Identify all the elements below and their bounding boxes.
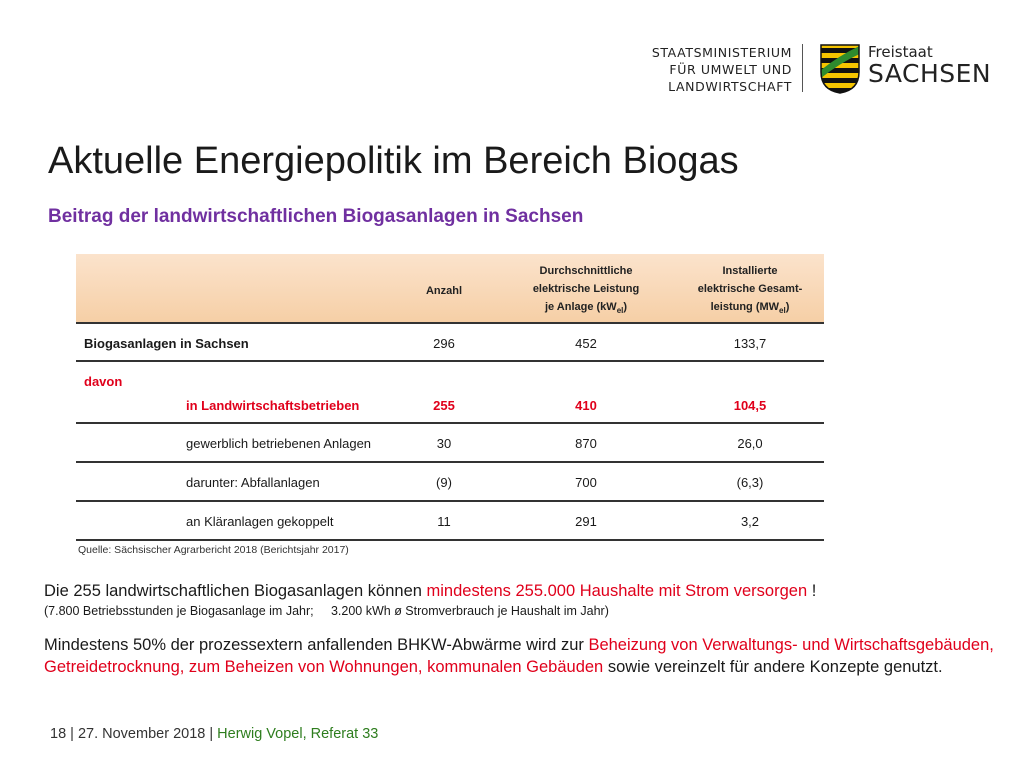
logo-divider (802, 44, 803, 92)
slide-footer (50, 726, 378, 742)
table-row: darunter: Abfallanlagen (9) 700 (6,3) (76, 463, 824, 502)
table-row: gewerblich betriebenen Anlagen 30 870 26,0 (76, 424, 824, 463)
ministry-line-2: FÜR UMWELT UND (669, 62, 792, 77)
paragraph-households-note: (7.800 Betriebsstunden je Biogasanlage im Jahr; 3.200 kWh ø Stromverbrauch je Haushalt im Jahr) (44, 604, 609, 618)
paragraph-heat-usage: Mindestens 50% der prozessextern anfallenden BHKW-Abwärme wird zur Beheizung von Verwaltungs- und Wirtschaftsgebäuden, Getreidetrocknung, zum Beheizen von Wohnungen, kommunalen Gebäuden sowie vereinzelt für andere Konzepte genutzt. (44, 636, 994, 676)
footer-author: Herwig Vopel, Referat 33 (217, 726, 379, 742)
footer-date: | 27. November 2018 | (66, 726, 218, 742)
ministry-line-3: LANDWIRTSCHAFT (668, 79, 792, 94)
page-title: Aktuelle Energiepolitik im Bereich Biogas (48, 140, 739, 182)
biogas-table (76, 254, 824, 541)
table-row: davon in Landwirtschaftsbetrieben 255 410 104,5 (76, 362, 824, 424)
state-label-small: Freistaat (868, 43, 933, 61)
state-logo-text (868, 44, 991, 88)
table-header (76, 254, 824, 324)
table-source: Quelle: Sächsischer Agrarbericht 2018 (Berichtsjahr 2017) (78, 544, 349, 556)
header-total-power: Installierte elektrische Gesamt- leistung $(MW_{el})$ (697, 265, 803, 316)
table-row: Biogasanlagen in Sachsen 296 452 133,7 (76, 324, 824, 362)
header-count: Anzahl (425, 285, 463, 297)
header-average-power: Durchschnittliche elektrische Leistung je Anlage $(kW_{el})$ (532, 265, 640, 316)
ministry-line-1: STAATSMINISTERIUM (651, 45, 792, 60)
davon-label: davon (84, 374, 123, 389)
saxony-crest-icon (820, 44, 860, 94)
page-subtitle: Beitrag der landwirtschaftlichen Biogasanlagen in Sachsen (48, 206, 584, 227)
page-number: 18 (50, 726, 67, 742)
state-label-big: SACHSEN (868, 59, 992, 88)
ministry-logo-text (652, 44, 792, 95)
table-row: an Kläranlagen gekoppelt 11 291 3,2 (76, 502, 824, 541)
paragraph-households: Die 255 landwirtschaftlichen Biogasanlagen können mindestens 255.000 Haushalte mit Strom versorgen ! (44, 582, 817, 600)
